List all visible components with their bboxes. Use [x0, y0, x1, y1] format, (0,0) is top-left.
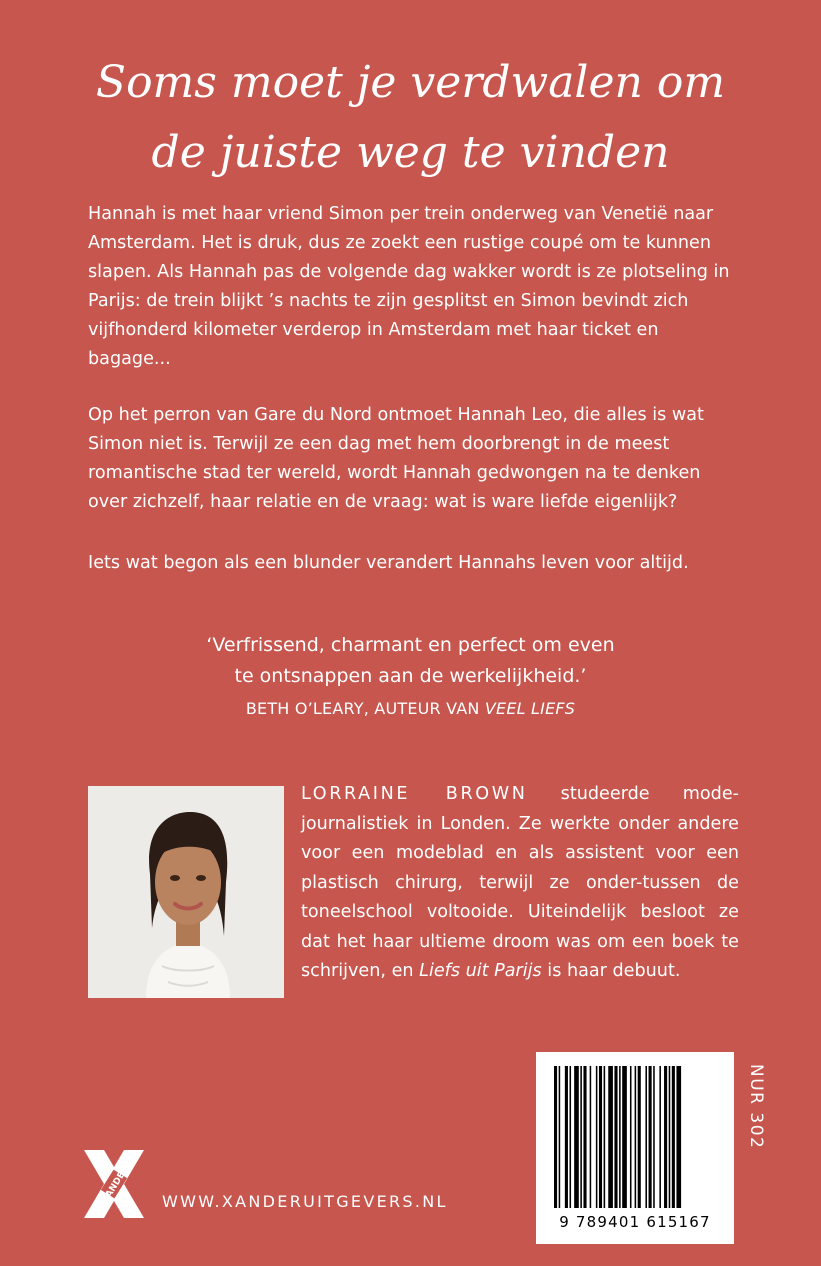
tagline-line-2: de juiste weg te vinden [151, 127, 670, 178]
quote-source-prefix: BETH O’LEARY, AUTEUR VAN [245, 699, 485, 718]
blurb-paragraph-3 [88, 549, 738, 578]
quote-source [0, 693, 821, 724]
barcode-bar [570, 1066, 572, 1208]
barcode-bar [580, 1066, 582, 1208]
barcode-bar [619, 1066, 621, 1208]
isbn-barcode [536, 1052, 734, 1244]
barcode-bar [590, 1066, 592, 1208]
barcode-bar [638, 1066, 641, 1208]
barcode-bar [672, 1066, 675, 1208]
xander-logo-icon [82, 1148, 146, 1220]
barcode-bar [604, 1066, 606, 1208]
barcode-bar [608, 1066, 613, 1208]
blurb-text-1: Hannah is met haar vriend Simon per trein onderweg van Venetië naar Amsterdam. Het is druk, dus ze zoekt een rustige coupé om te kunnen slapen. Als Hannah pas de volgende dag wakker wordt is ze plotseling in Parijs: de trein blijkt ’s nachts te zijn gesplitst en Simon bevindt zich vijfhonderd kilometer verderop in Amsterdam met haar ticket en bagage... [88, 204, 730, 369]
quote-line-2: te ontsnappen aan de werkelijkheid.’ [234, 665, 587, 687]
barcode-bar [622, 1066, 627, 1208]
blurb-text-2: Op het perron van Gare du Nord ontmoet Hannah Leo, die alles is wat Simon niet is. Terwijl ze een dag met hem doorbrengt in de meest romantische stad ter wereld, wordt Hannah gedwongen na te denken over zichzelf, haar relatie en de vraag: wat is ware liefde eigenlijk? [88, 405, 704, 512]
svg-text:XANDER: XANDER [100, 1164, 132, 1206]
barcode-bar [649, 1066, 652, 1208]
xander-logo [82, 1148, 146, 1224]
barcode-bar [645, 1066, 647, 1208]
quote-source-book: VEEL LIEFS [484, 699, 576, 718]
barcode-bar [676, 1066, 681, 1208]
tagline-heading [0, 48, 821, 188]
barcode-bar [635, 1066, 637, 1208]
tagline-line-1: Soms moet je verdwalen om [95, 57, 726, 108]
barcode-bar [574, 1066, 579, 1208]
bio-book-title: Liefs uit Parijs [419, 961, 542, 981]
barcode-bar [653, 1066, 655, 1208]
author-portrait-illustration [88, 786, 284, 998]
bio-text-part-1: studeerde mode-journalistiek in Londen. Ze werkte onder andere voor een modeblad en als assistent voor een plastisch chirurg, terwijl ze onder-tussen de toneelschool voltooide. Uiteindelijk besloot ze dat het haar ultieme droom was om een boek te schrijven, en [301, 784, 739, 981]
blurb-paragraph-2 [88, 401, 738, 517]
isbn-number: 9 789401 615167 [559, 1213, 711, 1231]
bio-text-part-2: is haar debuut. [541, 961, 681, 981]
author-bio [301, 780, 739, 987]
author-name: LORRAINE BROWN [301, 784, 528, 804]
barcode-bar [664, 1066, 667, 1208]
barcode-bar [559, 1066, 561, 1208]
author-photo [88, 786, 284, 998]
barcode-bar [554, 1066, 557, 1208]
publisher-website[interactable]: WWW.XANDERUITGEVERS.NL [162, 1192, 448, 1211]
barcode-bars [554, 1066, 716, 1208]
barcode-bar [630, 1066, 632, 1208]
barcode-bar [583, 1066, 586, 1208]
barcode-bar [565, 1066, 568, 1208]
barcode-bar [614, 1066, 617, 1208]
barcode-bar [596, 1066, 598, 1208]
nur-code: NUR 302 [746, 1064, 766, 1150]
barcode-bar [599, 1066, 602, 1208]
barcode-bar [659, 1066, 661, 1208]
quote-line-1: ‘Verfrissend, charmant en perfect om even [206, 634, 615, 656]
review-quote [0, 630, 821, 724]
barcode-bar [669, 1066, 671, 1208]
blurb-paragraph-1 [88, 200, 738, 374]
blurb-text-3: Iets wat begon als een blunder verandert Hannahs leven voor altijd. [88, 553, 689, 573]
